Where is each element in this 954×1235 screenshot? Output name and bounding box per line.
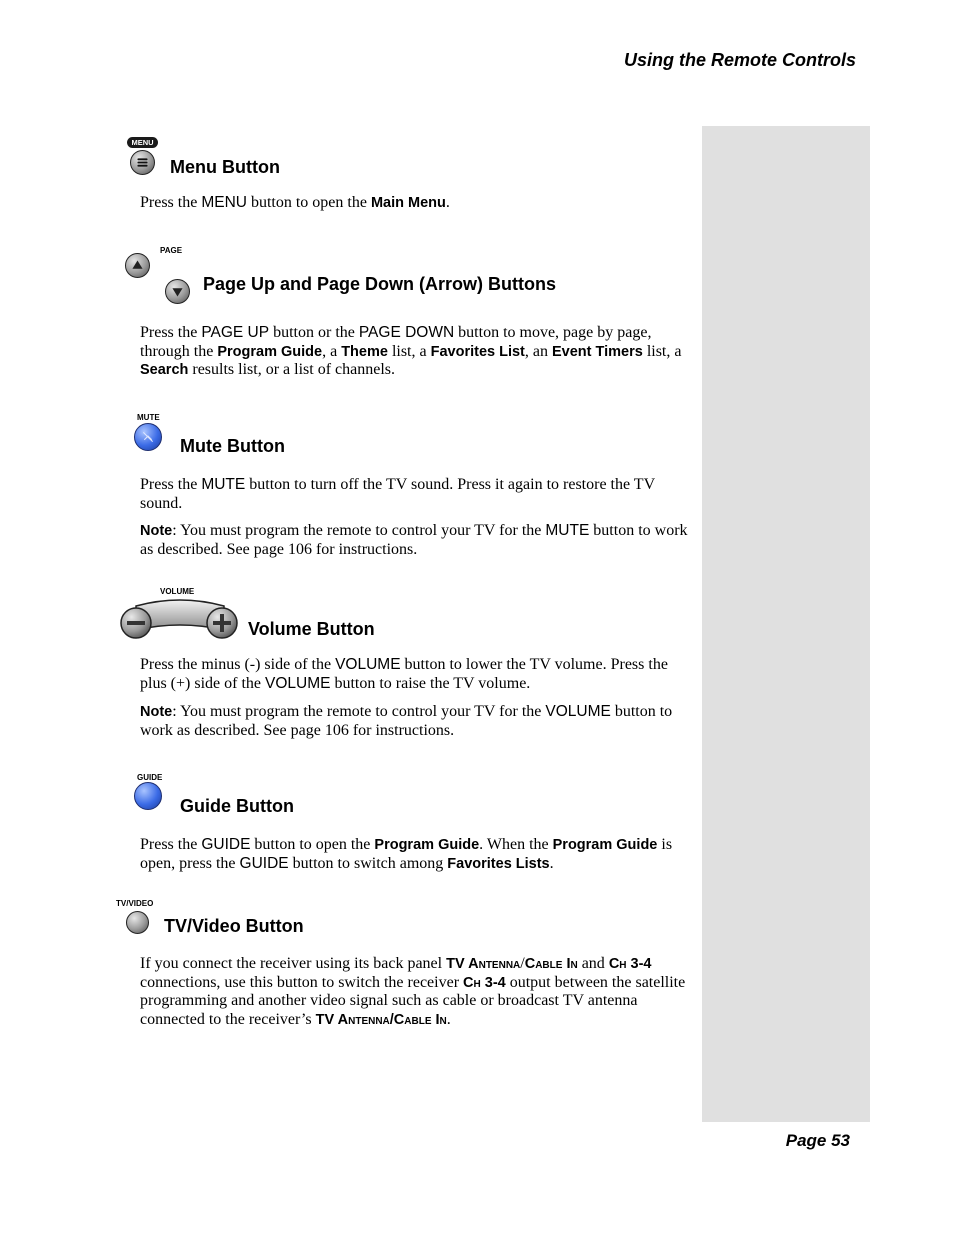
menu-icon-label: MENU — [127, 137, 158, 148]
page-up-arrow-icon — [125, 253, 150, 278]
text-run: VOLUME — [335, 656, 401, 673]
text-run: button to open the — [246, 194, 371, 211]
text-run: MUTE — [545, 522, 590, 539]
mute-paragraph — [140, 476, 688, 513]
page-number: Page 53 — [785, 1131, 850, 1150]
running-header: Using the Remote Controls — [623, 50, 856, 70]
text-run: TV Antenna — [446, 956, 521, 972]
text-run: : You must program the remote to control your TV for the — [172, 703, 546, 720]
page-section-title: Page Up and Page Down (Arrow) Buttons — [203, 274, 557, 294]
volume-rocker-icon — [118, 596, 242, 640]
text-run: results list, or a list of channels. — [188, 361, 396, 378]
text-run: button to work as described. See page 106 for instructions. — [140, 522, 688, 558]
text-run: Favorites Lists — [447, 855, 550, 872]
text-run: button to work as described. See page 106 for instructions. — [140, 703, 673, 739]
mute-note — [140, 522, 688, 559]
text-run: button to switch among — [288, 854, 448, 872]
text-run: list, a — [642, 342, 682, 360]
text-run: button to lower the TV volume. Press the plus (+) side of the — [140, 656, 668, 692]
guide-icon-label: GUIDE — [137, 773, 163, 782]
mute-section-title: Mute Button — [180, 436, 285, 456]
text-run: VOLUME — [545, 703, 611, 720]
text-run: button to open the — [250, 836, 375, 853]
text-run: Press the — [140, 476, 202, 493]
text-run: Event Timers — [552, 343, 643, 360]
text-run: : You must program the remote to control your TV for the — [172, 522, 546, 539]
text-run: Search — [140, 362, 189, 378]
text-run: Program Guide — [374, 837, 480, 853]
text-run: , an — [524, 342, 552, 360]
text-run: and — [577, 955, 609, 972]
text-run: . When the — [479, 836, 553, 853]
menu-paragraph — [140, 194, 688, 213]
guide-section-title: Guide Button — [180, 796, 294, 816]
text-run: PAGE DOWN — [358, 324, 455, 341]
text-run: . — [446, 1010, 451, 1028]
text-run: Theme — [341, 343, 388, 360]
text-run: button to raise the TV volume. — [330, 674, 531, 692]
text-run: PAGE UP — [201, 324, 270, 341]
text-run: button or the — [269, 324, 359, 341]
text-run: Ch 3-4 — [608, 956, 652, 972]
text-run: Ch 3-4 — [463, 974, 506, 991]
text-run: Note — [140, 704, 173, 720]
sidebar-panel — [702, 126, 870, 1122]
text-run: . — [445, 194, 450, 211]
text-run: MENU — [201, 194, 247, 211]
text-run: Press the — [140, 194, 202, 211]
text-run: If you connect the receiver using its back panel — [140, 955, 447, 972]
text-run: GUIDE — [239, 854, 289, 872]
text-run: MUTE — [201, 476, 246, 493]
text-run: / — [520, 955, 525, 972]
text-run: Press the — [140, 324, 202, 341]
text-run: list, a — [387, 342, 431, 360]
guide-paragraph — [140, 836, 688, 873]
text-run: button to move, page by page, through the — [140, 324, 652, 360]
text-run: Cable In — [524, 956, 578, 972]
text-run: output between the satellite programming and another video signal such as cable or broadcast TV antenna connected to the receiver’s — [140, 973, 686, 1028]
tvvideo-paragraph — [140, 955, 688, 1029]
tvvideo-button-icon — [126, 911, 149, 934]
text-run: button to turn off the TV sound. Press it again to restore the TV sound. — [140, 476, 655, 512]
text-run: Program Guide — [552, 837, 658, 853]
text-run: is open, press the — [140, 836, 673, 872]
text-run: Favorites List — [430, 343, 525, 360]
guide-button-icon — [134, 782, 162, 810]
mute-icon-label: MUTE — [137, 413, 160, 422]
tvvideo-section-title: TV/Video Button — [164, 916, 304, 936]
text-run: Program Guide — [217, 343, 323, 360]
text-run: Main Menu — [370, 195, 446, 211]
text-run: TV Antenna/Cable In — [315, 1011, 447, 1028]
page-icon-label: PAGE — [160, 246, 183, 255]
text-run: connections, use this button to switch the receiver — [140, 973, 464, 991]
text-run: Note — [140, 523, 173, 539]
text-run: Press the minus (-) side of the — [140, 656, 336, 673]
text-run: , a — [322, 342, 342, 360]
tvvideo-icon-label: TV/VIDEO — [116, 899, 154, 908]
mute-button-icon — [134, 423, 162, 451]
menu-button-icon — [130, 150, 155, 175]
menu-section-title: Menu Button — [170, 157, 280, 177]
text-run: . — [549, 854, 554, 872]
volume-note — [140, 703, 688, 740]
text-run: VOLUME — [265, 674, 331, 692]
text-run: GUIDE — [201, 836, 251, 853]
page-down-arrow-icon — [165, 279, 190, 304]
volume-paragraph — [140, 656, 688, 693]
page-paragraph — [140, 324, 688, 380]
volume-section-title: Volume Button — [248, 619, 375, 639]
volume-icon-label: VOLUME — [160, 587, 195, 596]
text-run: Press the — [140, 836, 202, 853]
